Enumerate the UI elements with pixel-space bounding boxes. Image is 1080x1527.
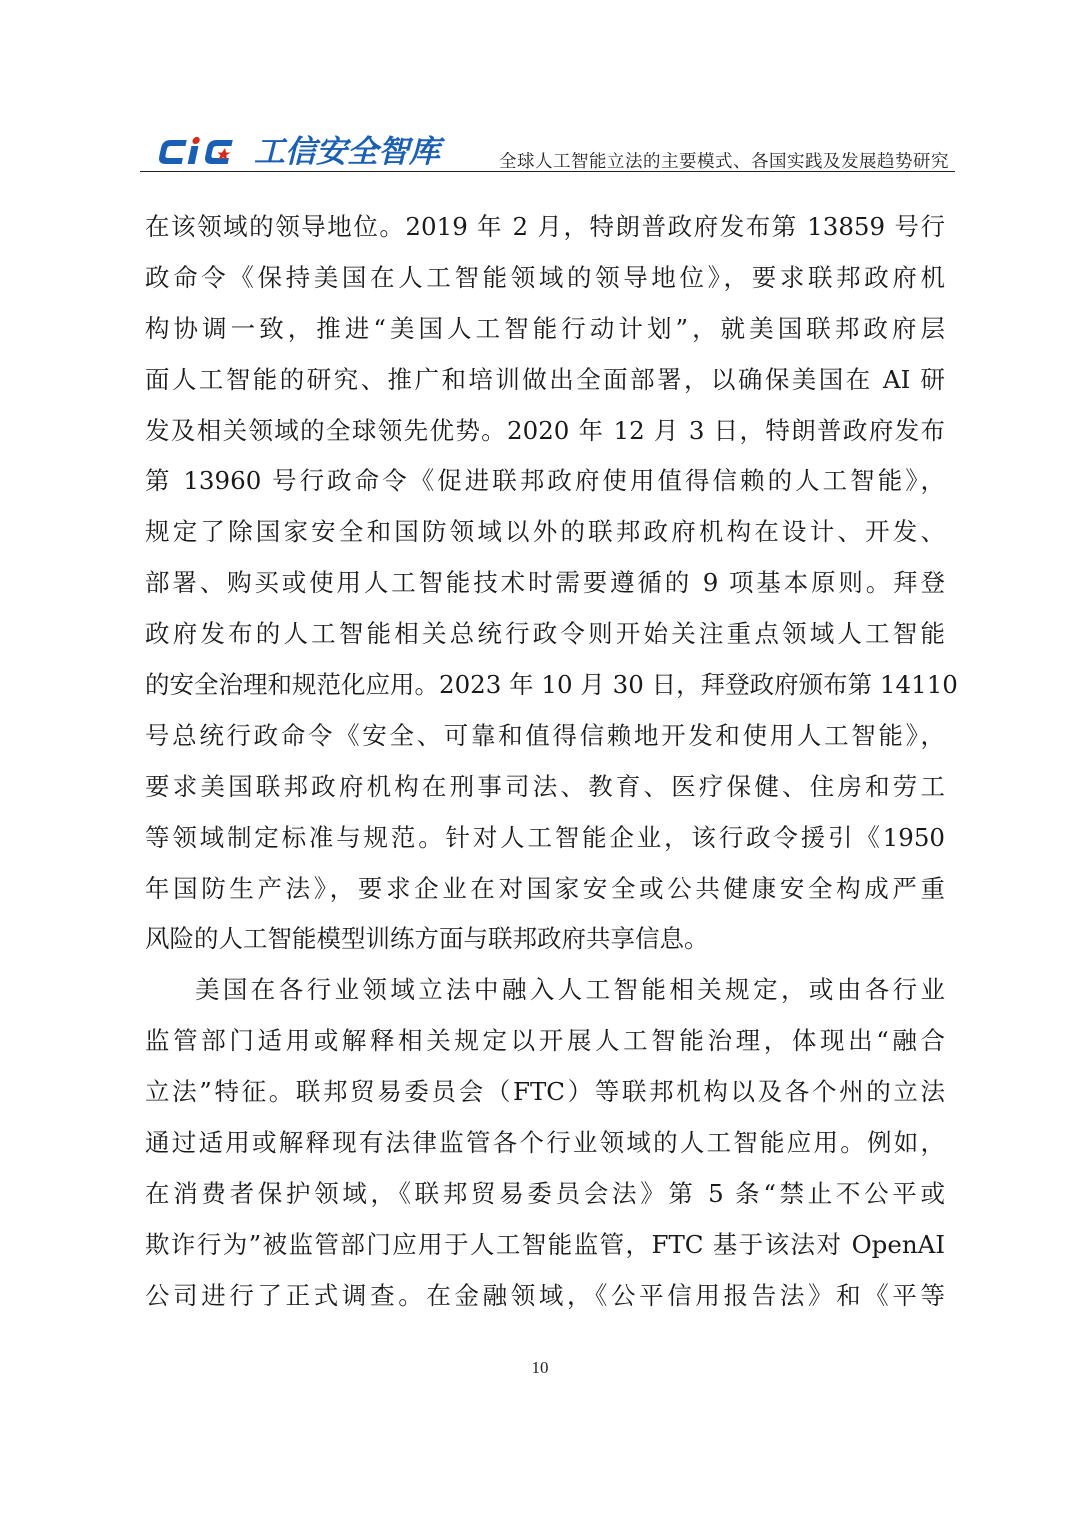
- text-line: 等领域制定标准与规范。针对人工智能企业，该行政令援引《1950: [145, 822, 945, 852]
- cic-logo-icon: [158, 134, 250, 170]
- report-title: 全球人工智能立法的主要模式、各国实践及发展趋势研究: [499, 152, 949, 172]
- text-line: 规定了除国家安全和国防领域以外的联邦政府机构在设计、开发、: [145, 517, 945, 547]
- paragraph-1: [145, 202, 958, 965]
- text-line: 在消费者保护领域，《联邦贸易委员会法》第 5 条“禁止不公平或: [145, 1178, 945, 1208]
- page-number: 10: [531, 1358, 549, 1377]
- text-line: 在该领域的领导地位。2019 年 2 月，特朗普政府发布第 13859 号行: [145, 212, 945, 241]
- text-line: 面人工智能的研究、推广和培训做出全面部署，以确保美国在 AI 研: [145, 364, 945, 394]
- text-line: 要求美国联邦政府机构在刑事司法、教育、医疗保健、住房和劳工: [145, 771, 945, 801]
- text-line: 发及相关领域的全球领先优势。2020 年 12 月 3 日，特朗普政府发布: [145, 415, 945, 445]
- text-line: 通过适用或解释现有法律监管各个行业领域的人工智能应用。例如，: [145, 1128, 945, 1158]
- paragraph-2: [145, 965, 945, 1321]
- text-line: 政命令《保持美国在人工智能领域的领导地位》，要求联邦政府机: [145, 262, 945, 292]
- text-line: 公司进行了正式调查。在金融领域，《公平信用报告法》和《平等: [145, 1280, 945, 1310]
- text-line: 监管部门适用或解释相关规定以开展人工智能治理，体现出“融合: [145, 1026, 945, 1056]
- text-line: 第 13960 号行政命令《促进联邦政府使用值得信赖的人工智能》，: [145, 466, 945, 496]
- text-line: 风险的人工智能模型训练方面与联邦政府共享信息。: [145, 924, 709, 954]
- text-line: 号总统行政命令《安全、可靠和值得信赖地开发和使用人工智能》，: [145, 720, 945, 750]
- body-text: [145, 202, 958, 1322]
- text-line: 政府发布的人工智能相关总统行政令则开始关注重点领域人工智能: [145, 619, 945, 649]
- text-line: 美国在各行业领域立法中融入人工智能相关规定，或由各行业: [195, 975, 945, 1005]
- text-line: 立法”特征。联邦贸易委员会（FTC）等联邦机构以及各个州的立法: [145, 1077, 945, 1107]
- header-divider: [140, 171, 955, 172]
- text-line: 部署、购买或使用人工智能技术时需要遵循的 9 项基本原则。拜登: [145, 568, 945, 598]
- page-header: [140, 128, 955, 176]
- text-line: 年国防生产法》，要求企业在对国家安全或公共健康安全构成严重: [145, 873, 945, 903]
- text-line: 欺诈行为”被监管部门应用于人工智能监管，FTC 基于该法对 OpenAI: [145, 1229, 945, 1259]
- cic-logo: [158, 132, 440, 172]
- text-line: 构协调一致，推进“美国人工智能行动计划”，就美国联邦政府层: [145, 313, 945, 343]
- text-line: 的安全治理和规范化应用。2023 年 10 月 30 日，拜登政府颁布第 14110: [145, 670, 958, 700]
- logo-brand-text: 工信安全智库: [254, 134, 440, 170]
